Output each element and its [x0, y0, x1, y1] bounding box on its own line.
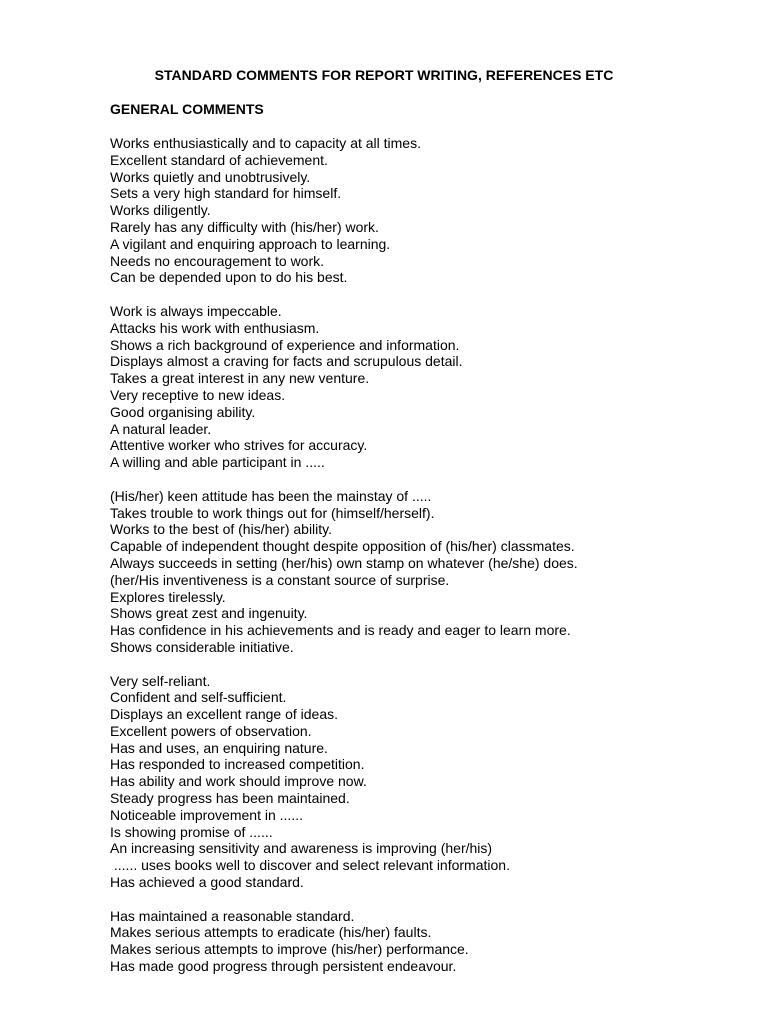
comment-line: A vigilant and enquiring approach to learning. — [110, 235, 391, 252]
comment-line: ...... uses books well to discover and select relevant information. — [110, 857, 510, 874]
comment-line: A willing and able participant in ..... — [110, 454, 325, 471]
comment-line: Has responded to increased competition. — [110, 756, 365, 773]
comment-line: Good organising ability. — [110, 403, 256, 420]
comment-line: Has made good progress through persistent endeavour. — [110, 958, 457, 975]
comment-line: Sets a very high standard for himself. — [110, 185, 342, 202]
comment-group — [110, 303, 730, 471]
comment-line: Confident and self-sufficient. — [110, 689, 287, 706]
comment-line: Has ability and work should improve now. — [110, 773, 367, 790]
comment-line: Is showing promise of ...... — [110, 823, 273, 840]
comment-line: Works quietly and unobtrusively. — [110, 168, 311, 185]
comment-line: Always succeeds in setting (her/his) own stamp on whatever (he/she) does. — [110, 554, 578, 571]
comment-list — [110, 135, 730, 992]
comment-line: (her/His inventiveness is a constant source of surprise. — [110, 571, 450, 588]
comment-line: An increasing sensitivity and awareness is improving (her/his) — [110, 840, 493, 857]
comment-group — [110, 673, 730, 891]
comment-line: Shows great zest and ingenuity. — [110, 605, 308, 622]
comment-line: Needs no encouragement to work. — [110, 252, 325, 269]
comment-line: Works enthusiastically and to capacity at all times. — [110, 135, 421, 151]
comment-line: Displays an excellent range of ideas. — [110, 706, 339, 723]
comment-line: Has and uses, an enquiring nature. — [110, 739, 328, 756]
comment-line: Excellent powers of observation. — [110, 722, 312, 739]
comment-line: Makes serious attempts to eradicate (his/her) faults. — [110, 924, 432, 941]
comment-line: Has maintained a reasonable standard. — [110, 907, 355, 924]
comment-line: Displays almost a craving for facts and scrupulous detail. — [110, 353, 463, 370]
comment-line: Has achieved a good standard. — [110, 874, 304, 891]
comment-group — [110, 488, 730, 656]
section-heading: GENERAL COMMENTS — [110, 101, 264, 117]
comment-group — [110, 135, 730, 286]
comment-line: Excellent standard of achievement. — [110, 151, 328, 168]
comment-line: Has confidence in his achievements and is ready and eager to learn more. — [110, 622, 571, 639]
comment-line: Attentive worker who strives for accuracy. — [110, 437, 368, 454]
comment-line: Shows considerable initiative. — [110, 638, 294, 655]
comment-line: Takes a great interest in any new venture. — [110, 370, 370, 387]
comment-line: Makes serious attempts to improve (his/her) performance. — [110, 941, 469, 958]
comment-line: Very receptive to new ideas. — [110, 386, 286, 403]
comment-line: Shows a rich background of experience and information. — [110, 336, 460, 353]
comment-line: Can be depended upon to do his best. — [110, 269, 348, 286]
document-title: STANDARD COMMENTS FOR REPORT WRITING, REFERENCES ETC — [154, 67, 614, 83]
comment-line: Works to the best of (his/her) ability. — [110, 521, 333, 538]
comment-line: Attacks his work with enthusiasm. — [110, 319, 320, 336]
comment-line: Steady progress has been maintained. — [110, 790, 350, 807]
comment-line: Very self-reliant. — [110, 672, 211, 689]
comment-line: Noticeable improvement in ...... — [110, 806, 303, 823]
comment-line: A natural leader. — [110, 420, 212, 437]
comment-line: (His/her) keen attitude has been the mainstay of ..... — [110, 487, 432, 504]
comment-line: Work is always impeccable. — [110, 302, 282, 319]
comment-line: Rarely has any difficulty with (his/her) work. — [110, 218, 379, 235]
comment-line: Takes trouble to work things out for (himself/herself). — [110, 504, 435, 521]
comment-group — [110, 908, 730, 975]
comment-line: Works diligently. — [110, 202, 211, 219]
comment-line: Explores tirelessly. — [110, 588, 226, 605]
comment-line: Capable of independent thought despite opposition of (his/her) classmates. — [110, 538, 575, 555]
